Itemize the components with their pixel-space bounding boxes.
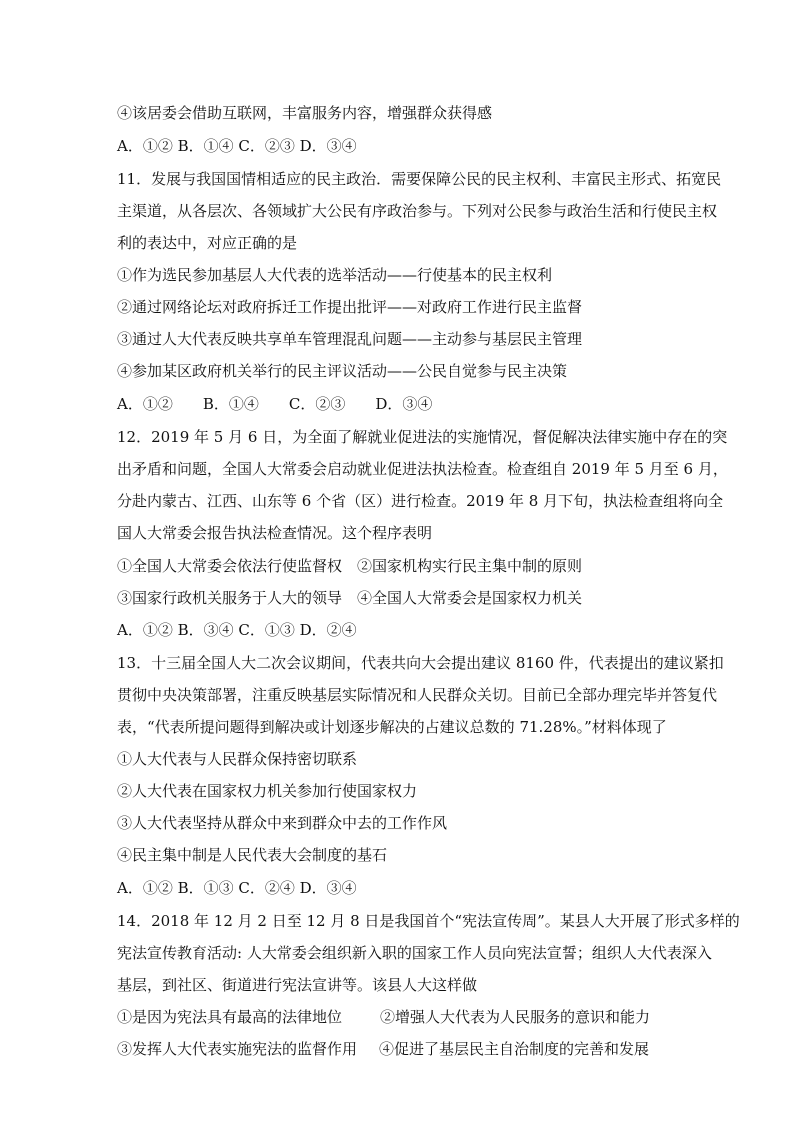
q13-item-4: ④民主集中制是人民代表大会制度的基石 <box>117 846 388 864</box>
q11-item-2: ②通过网络论坛对政府拆迁工作提出批评——对政府工作进行民主监督 <box>117 298 583 316</box>
q13-stem-line-3: 表，“代表所提问题得到解决或计划逐步解决的占建议总数的 71.28%。”材料体现了 <box>117 718 667 736</box>
q13-options: A．①② B．①③ C．②④ D．③④ <box>117 879 357 897</box>
q12-stem-line-4: 国人大常委会报告执法检查情况。这个程序表明 <box>117 524 433 542</box>
q12-items-1-2: ①全国人大常委会依法行使监督权 ②国家机构实行民主集中制的原则 <box>117 557 583 575</box>
q12-stem-line-1: 12．2019 年 5 月 6 日，为全面了解就业促进法的实施情况，督促解决法律实施中存在的突 <box>117 428 728 446</box>
q10-item-4: ④该居委会借助互联网，丰富服务内容，增强群众获得感 <box>117 104 493 122</box>
q13-stem-line-2: 贯彻中央决策部署，注重反映基层实际情况和人民群众关切。目前已全部办理完毕并答复代 <box>117 686 718 704</box>
q14-stem-line-2: 宪法宣传教育活动: 人大常委会组织新入职的国家工作人员向宪法宣誓；组织人大代表深入 <box>117 944 712 962</box>
q12-stem-line-3: 分赴内蒙古、江西、山东等 6 个省（区）进行检查。2019 年 8 月下旬，执法检查组将向全 <box>117 492 724 510</box>
q11-options: A．①② B．①④ C．②③ D．③④ <box>117 395 433 413</box>
q13-item-1: ①人大代表与人民群众保持密切联系 <box>117 750 358 768</box>
q14-item-3: ③发挥人大代表实施宪法的监督作用 <box>117 1040 358 1058</box>
q10-options: A．①② B．①④ C．②③ D．③④ <box>117 137 357 155</box>
q14-item-2: ②增强人大代表为人民服务的意识和能力 <box>380 1008 651 1026</box>
q11-item-1: ①作为选民参加基层人大代表的选举活动——行使基本的民主权利 <box>117 266 553 284</box>
q14-stem-line-3: 基层，到社区、街道进行宪法宣讲等。该县人大这样做 <box>117 976 478 994</box>
q13-item-2: ②人大代表在国家权力机关参加行使国家权力 <box>117 782 418 800</box>
q12-items-3-4: ③国家行政机关服务于人大的领导 ④全国人大常委会是国家权力机关 <box>117 589 583 607</box>
q14-stem-line-1: 14．2018 年 12 月 2 日至 12 月 8 日是我国首个“宪法宣传周”。某县人大开展了形式多样的 <box>117 912 740 930</box>
q12-options: A．①② B．③④ C．①③ D．②④ <box>117 621 357 639</box>
q13-stem-line-1: 13．十三届全国人大二次会议期间，代表共向大会提出建议 8160 件，代表提出的建议紧扣 <box>117 654 724 672</box>
q14-item-1: ①是因为宪法具有最高的法律地位 <box>117 1008 343 1026</box>
q13-item-3: ③人大代表坚持从群众中来到群众中去的工作作风 <box>117 814 448 832</box>
q11-item-3: ③通过人大代表反映共享单车管理混乱问题——主动参与基层民主管理 <box>117 330 583 348</box>
q11-stem-line-2: 主渠道，从各层次、各领域扩大公民有序政治参与。下列对公民参与政治生活和行使民主权 <box>117 202 718 220</box>
q14-item-4: ④促进了基层民主自治制度的完善和发展 <box>379 1040 650 1058</box>
q14-items-1-2 <box>117 1007 650 1027</box>
q12-stem-line-2: 出矛盾和问题，全国人大常委会启动就业促进法执法检查。检查组自 2019 年 5 月至 6 月， <box>117 460 728 478</box>
q11-item-4: ④参加某区政府机关举行的民主评议活动——公民自觉参与民主决策 <box>117 362 568 380</box>
q14-items-3-4 <box>117 1039 649 1059</box>
q11-stem-line-3: 利的表达中，对应正确的是 <box>117 234 298 252</box>
q11-stem-line-1: 11．发展与我国国情相适应的民主政治．需要保障公民的民主权利、丰富民主形式、拓宽民 <box>117 170 722 188</box>
